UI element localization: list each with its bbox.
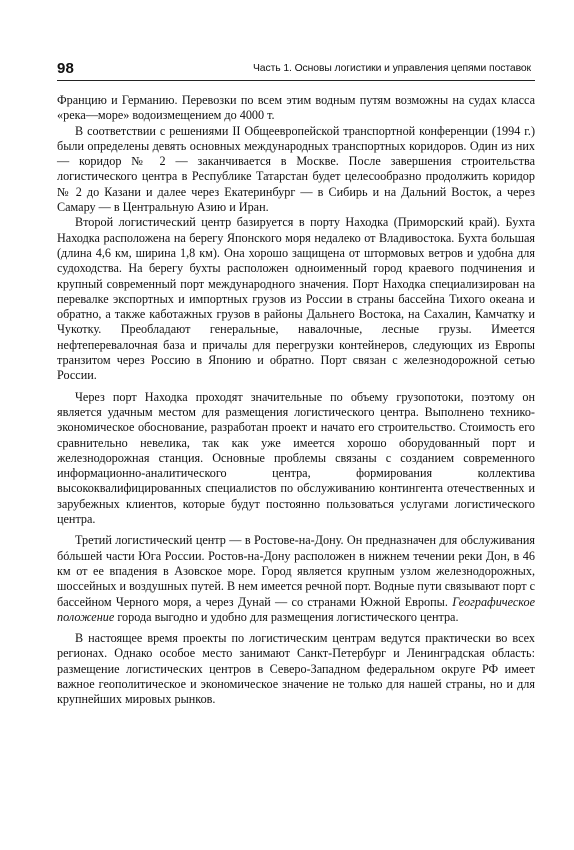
paragraph-text: города выгодно и удобно для размещения логистического центра. [114,609,459,624]
italic-phrase: Географическое положение [57,594,536,624]
paragraph: В соответствии с решениями II Общеевропейской транспортной конференции (1994 г.) были определены девять основных международных транспортных коридоров. Один из них — коридор № 2 — заканчивается в Москве. После завершения строительства логистического центра в Республике Татарстан будет целесообразно продолжить коридор № 2 до Казани и далее через Екатеринбург — в Сибирь и на Дальний Восток, а через Самару — в Центральную Азию и Иран. [57,123,535,215]
paragraph [57,533,535,625]
paragraph: Второй логистический центр базируется в порту Находка (Приморский край). Бухта Находка расположена на берегу Японского моря недалеко от Владивостока. Бухта большая (длина 4,6 км, ширина 1,8 км). Она хорошо защищена от штормовых ветров и удобна для судоходства. На берегу бухты расположен одноименный город краевого подчинения и крупный современный порт международного значения. Порт Находка специализирован на перевалке экспортных и импортных грузов из России в страны бассейна Тихого океана и обратно, а также каботажных грузов в районы Дальнего Востока, на Сахалин, Камчатку и Чукотку. Преобладают генеральные, навалочные, лесные грузы. Имеется нефтеперевалочная база и причалы для перегрузки контейнеров, следующих из Европы транзитом через Россию в Японию и обратно. Порт связан с железнодорожной сетью России. [57,215,535,383]
book-page [57,58,535,708]
paragraph-text: Третий логистический центр — в Ростове-на-Дону. Он предназначен для обслуживания бóльшей части Юга России. Ростов-на-Дону расположен в нижнем течении реки Дон, в 46 км от ее впадения в Азовское море. Город является крупным узлом железнодорожных, шоссейных и воздушных путей. В нем имеется речной порт. Водные пути связывают порт с бассейном Черного моря, а через Дунай — со странами Южной Европы. [57,533,535,609]
page-header [57,58,535,81]
paragraph: В настоящее время проекты по логистическим центрам ведутся практически во всех регионах. Однако особое место занимают Санкт-Петербург и Ленинградская область: размещение логистических центров в Северо-Западном федеральном округе РФ имеет важное геополитическое и экономическое значение не только для нашей страны, но и для крупнейших мировых рынков. [57,631,535,707]
page-number: 98 [57,60,75,77]
paragraph: Францию и Германию. Перевозки по всем этим водным путям возможны на судах класса «река—море» водоизмещением до 4000 т. [57,93,535,123]
running-head: Часть 1. Основы логистики и управления цепями поставок [252,63,531,74]
body-text [57,93,535,708]
paragraph: Через порт Находка проходят значительные по объему грузопотоки, поэтому он является удачным местом для размещения логистического центра. Выполнено технико-экономическое обоснование, разработан проект и начато его строительство. Стоимость его сравнительно невелика, так как уже имеется хорошо оборудованный порт и железнодорожная станция. Основные проблемы связаны с созданием современного информационно-аналитического центра, формирования коллектива высококвалифицированных специалистов по обслуживанию контингента отечественных и зарубежных клиентов, которые будут постоянно пользоваться услугами логистического центра. [57,389,535,527]
